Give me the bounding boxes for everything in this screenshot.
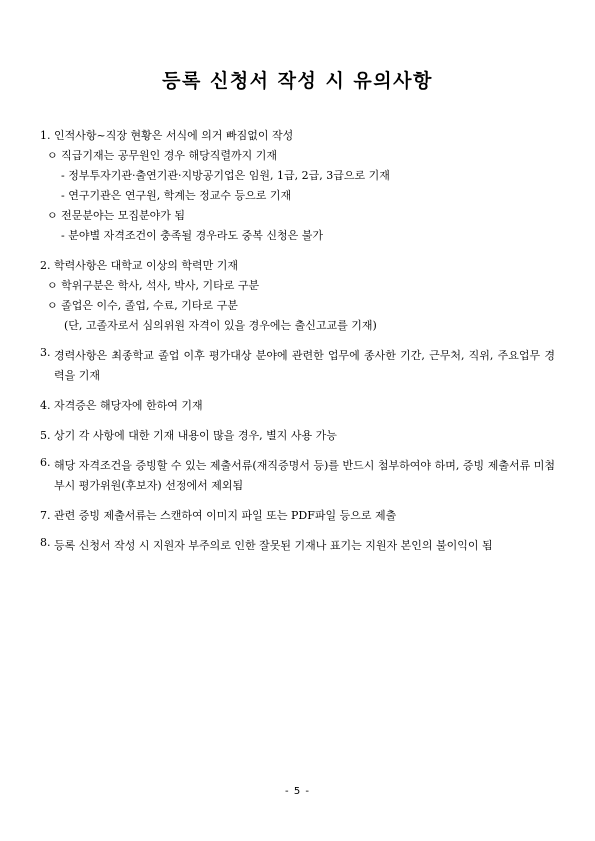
notes-body bbox=[40, 126, 555, 556]
item-4: 4. 자격증은 해당자에 한하여 기재 bbox=[40, 399, 203, 412]
item-3-text: 경력사항은 최종학교 졸업 이후 평가대상 분야에 관련한 업무에 종사한 기간, 근무처, 직위, 주요업무 경력을 기재 bbox=[54, 349, 555, 382]
item-8-text: 등록 신청서 작성 시 지원자 부주의로 인한 잘못된 기재나 표기는 지원자 본인의 불이익이 됨 bbox=[54, 539, 493, 552]
item-1-sub-b-1: - 분야별 자격조건이 충족될 경우라도 중복 신청은 불가 bbox=[61, 229, 323, 242]
item-2-sub-a: ㅇ 학위구분은 학사, 석사, 박사, 기타로 구분 bbox=[47, 279, 260, 292]
item-6-text: 해당 자격조건을 증빙할 수 있는 제출서류(재직증명서 등)를 반드시 첨부하여야 하며, 증빙 제출서류 미첨부시 평가위원(후보자) 선정에서 제외됨 bbox=[54, 459, 555, 492]
item-2: 2. 학력사항은 대학교 이상의 학력만 기재 bbox=[40, 259, 238, 272]
item-1: 1. 인적사항~직장 현황은 서식에 의거 빠짐없이 작성 bbox=[40, 129, 294, 142]
item-1-sub-a-2: - 연구기관은 연구원, 학계는 정교수 등으로 기재 bbox=[61, 189, 292, 202]
item-6 bbox=[40, 456, 555, 496]
item-8-number: 8. bbox=[40, 536, 51, 549]
item-2-note: (단, 고졸자로서 심의위원 자격이 있을 경우에는 출신고교를 기재) bbox=[64, 319, 377, 332]
item-1-sub-a-1: - 정부투자기관·출연기관·지방공기업은 임원, 1급, 2급, 3급으로 기재 bbox=[61, 169, 390, 182]
item-7: 7. 관련 증빙 제출서류는 스캔하여 이미지 파일 또는 PDF파일 등으로 제출 bbox=[40, 509, 397, 522]
item-8 bbox=[40, 536, 555, 556]
item-6-number: 6. bbox=[40, 456, 51, 469]
item-1-sub-b: ㅇ 전문분야는 모집분야가 됨 bbox=[47, 209, 186, 222]
item-3 bbox=[40, 346, 555, 386]
item-2-sub-b: ㅇ 졸업은 이수, 졸업, 수료, 기타로 구분 bbox=[47, 299, 238, 312]
item-5: 5. 상기 각 사항에 대한 기재 내용이 많을 경우, 별지 사용 가능 bbox=[40, 429, 337, 442]
item-1-sub-a: ㅇ 직급기재는 공무원인 경우 해당직렬까지 기재 bbox=[47, 149, 278, 162]
page-number: - 5 - bbox=[285, 786, 310, 797]
item-3-number: 3. bbox=[40, 346, 51, 359]
page-title: 등록 신청서 작성 시 유의사항 bbox=[162, 70, 433, 92]
